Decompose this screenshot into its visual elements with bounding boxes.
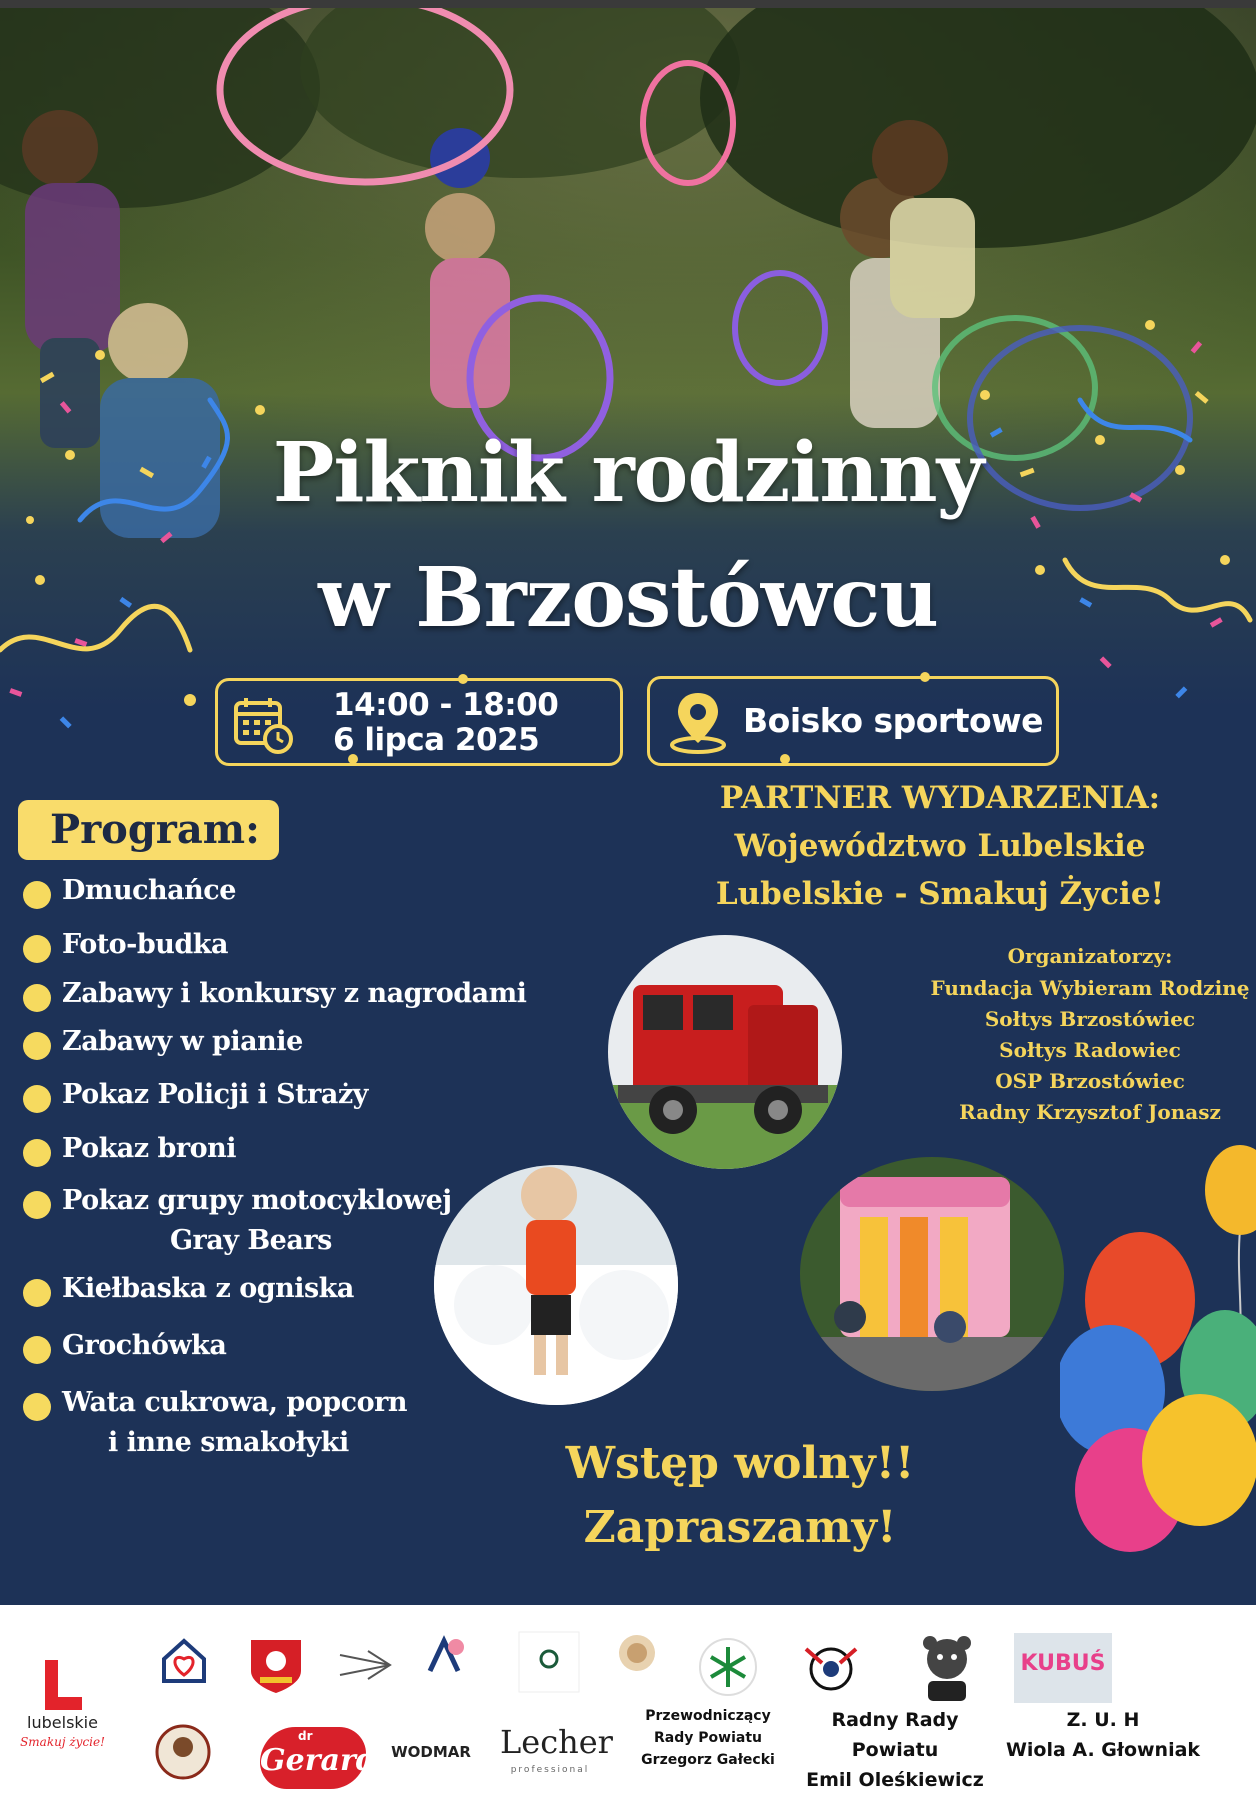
fire-truck-photo <box>608 935 842 1169</box>
wodmar-logo: WODMAR <box>391 1743 471 1761</box>
location-pin-icon <box>666 687 730 759</box>
organizer-item: Radny Krzysztof Jonasz <box>959 1100 1221 1124</box>
welcome-line2: Zapraszamy! <box>583 1502 897 1553</box>
gray-bears-logo <box>916 1633 978 1707</box>
a-letter-logo <box>424 1635 468 1683</box>
bouncy-castle-photo <box>800 1157 1064 1391</box>
organizers-heading: Organizatorzy: <box>1007 944 1173 968</box>
kubus-logo: KUBUŚ <box>1014 1633 1112 1703</box>
family-foundation-logo <box>160 1637 208 1685</box>
event-date: 6 lipca 2025 <box>333 722 540 758</box>
program-heading: Program: <box>50 806 260 853</box>
motorcycle-club-logo <box>800 1639 862 1697</box>
coat-of-arms-logo <box>248 1637 304 1695</box>
welcome-line1: Wstęp wolny!! <box>565 1438 915 1489</box>
sovenka-logo <box>518 1631 580 1693</box>
lecher-logo: Lecher professional <box>500 1723 613 1775</box>
place-box <box>647 676 1059 766</box>
lubelskie-logo: lubelskie Smakuj życie! <box>20 1655 105 1765</box>
event-place: Boisko sportowe <box>743 701 1044 740</box>
partner-line1: Województwo Lubelskie <box>734 828 1146 864</box>
zuh-text: Z. U. H Wiola A. Głowniak <box>1005 1709 1201 1761</box>
time-date-box <box>215 678 623 766</box>
calendar-clock-icon <box>232 695 294 759</box>
balloons-decoration <box>1060 1140 1256 1600</box>
organizer-item: Fundacja Wybieram Rodzinę <box>930 976 1250 1000</box>
mascot-logo <box>152 1723 214 1781</box>
sponsors-footer <box>0 1605 1256 1808</box>
organizer-item: Sołtys Radowiec <box>999 1038 1181 1062</box>
event-title-line1: Piknik rodzinny <box>272 425 984 521</box>
snowflake-logo <box>698 1637 758 1697</box>
top-strip <box>0 0 1256 8</box>
event-time: 14:00 - 18:00 <box>333 687 559 723</box>
dr-gerard-logo: dr Gerard <box>260 1727 366 1789</box>
partner-heading: PARTNER WYDARZENIA: <box>719 780 1161 816</box>
program-heading-badge <box>18 800 279 860</box>
nevlia-logo <box>614 1631 660 1687</box>
radny-text: Radny Rady Powiatu Emil Oleśkiewicz <box>806 1709 984 1791</box>
foam-party-photo <box>434 1165 678 1405</box>
organizer-item: Sołtys Brzostówiec <box>984 1007 1196 1031</box>
organizer-item: OSP Brzostówiec <box>995 1069 1185 1093</box>
przewodniczacy-text: Przewodniczący Rady Powiatu Grzegorz Gałecki <box>641 1708 775 1768</box>
partner-line2: Lubelskie - Smakuj Życie! <box>715 876 1165 912</box>
event-title-line2: w Brzostówcu <box>318 550 938 646</box>
arrows-logo <box>338 1647 394 1681</box>
